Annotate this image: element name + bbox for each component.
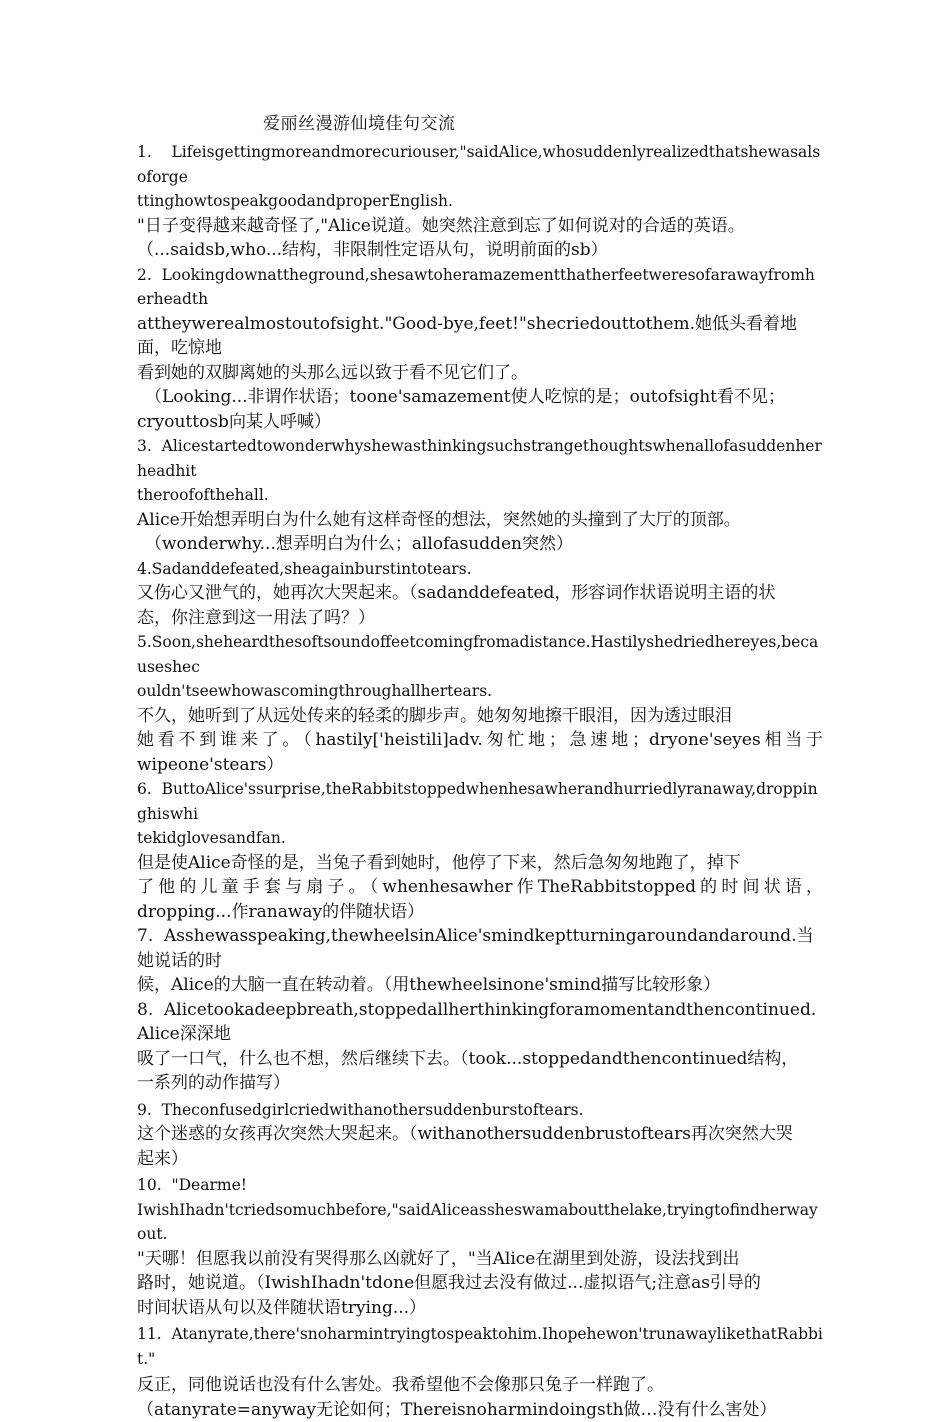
text-line: 这个迷惑的女孩再次突然大哭起来。（withanothersuddenbrustoftears再次突然大哭 xyxy=(137,1122,823,1147)
text-line: 路时，她说道。（IwishIhadn'tdone但愿我过去没有做过...虚拟语气;注意as引导的 xyxy=(137,1271,823,1296)
text-line: ttinghowtospeakgoodandproperEnglish. xyxy=(137,189,823,214)
text-line: 5.Soon,sheheardthesoftsoundoffeetcomingfromadistance.Hastilyshedriedhereyes,becauseshec xyxy=(137,630,823,679)
text-line: 不久，她听到了从远处传来的轻柔的脚步声。她匆匆地擦干眼泪，因为透过眼泪 xyxy=(137,704,823,729)
text-line: 看到她的双脚离她的头那么远以致于看不见它们了。 xyxy=(137,361,823,386)
text-line: 她看不到谁来了。（hastily['heistili]adv.匆忙地；急速地；dryone'seyes相当于 xyxy=(137,728,823,753)
text-line: wipeone'stears） xyxy=(137,753,823,778)
text-line: cryouttosb向某人呼喊） xyxy=(137,410,823,435)
document-title: 爱丽丝漫游仙境佳句交流 xyxy=(263,112,823,136)
text-line: 2. Lookingdownattheground,shesawtoheramazementthatherfeetweresofarawayfromherheadth xyxy=(137,263,823,312)
text-line: 11. Atanyrate,there'snoharmintryingtospeaktohim.Ihopehewon'trunawaylikethatRabbit." xyxy=(137,1322,823,1371)
text-line: （wonderwhy...想弄明白为什么；allofasudden突然） xyxy=(137,532,823,557)
text-line: 时间状语从句以及伴随状语trying...） xyxy=(137,1296,823,1321)
text-line: theroofofthehall. xyxy=(137,483,823,508)
text-line: 7. Asshewasspeaking,thewheelsinAlice'smindkeptturningaroundandaround.当她说话的时 xyxy=(137,924,823,973)
document-page xyxy=(137,112,823,1422)
text-line: 吸了一口气，什么也不想，然后继续下去。（took...stoppedandthencontinued结构， xyxy=(137,1047,823,1072)
text-line: （...saidsb,who...结构，非限制性定语从句，说明前面的sb） xyxy=(137,238,823,263)
text-line: 4.Sadanddefeated,sheagainburstintotears. xyxy=(137,557,823,582)
text-line: 但是使Alice奇怪的是，当兔子看到她时，他停了下来，然后急匆匆地跑了，掉下 xyxy=(137,851,823,876)
text-line: Alice开始想弄明白为什么她有这样奇怪的想法，突然她的头撞到了大厅的顶部。 xyxy=(137,508,823,533)
text-line: 候，Alice的大脑一直在转动着。（用thewheelsinone'smind描写比较形象） xyxy=(137,973,823,998)
text-line: "日子变得越来越奇怪了,"Alice说道。她突然注意到忘了如何说对的合适的英语。 xyxy=(137,214,823,239)
text-line: 一系列的动作描写） xyxy=(137,1071,823,1096)
text-line: 6. ButtoAlice'ssurprise,theRabbitstoppedwhenhesawherandhurriedlyranaway,droppinghiswhi xyxy=(137,777,823,826)
text-line: 3. Alicestartedtowonderwhyshewasthinkingsuchstrangethoughtswhenallofasuddenherheadhit xyxy=(137,434,823,483)
text-line: （atanyrate=anyway无论如何；Thereisnoharmindoingsth做…没有什么害处） xyxy=(137,1398,823,1422)
text-line: （Looking...非谓作状语；toone'samazement使人吃惊的是；outofsight看不见； xyxy=(137,385,823,410)
text-line: IwishIhadn'tcriedsomuchbefore,"saidAliceassheswamaboutthelake,tryingtofindherwayout. xyxy=(137,1198,823,1247)
text-line: 又伤心又泄气的，她再次大哭起来。（sadanddefeated，形容词作状语说明主语的状 xyxy=(137,581,823,606)
text-line: 9. Theconfusedgirlcriedwithanothersuddenburstoftears. xyxy=(137,1098,823,1123)
text-line: 10. "Dearme! xyxy=(137,1173,823,1198)
text-line: ouldn'tseewhowascomingthroughallhertears. xyxy=(137,679,823,704)
text-line: tekidglovesandfan. xyxy=(137,826,823,851)
text-line: 态，你注意到这一用法了吗？） xyxy=(137,606,823,631)
text-line: dropping...作ranaway的伴随状语） xyxy=(137,900,823,925)
text-line: attheywerealmostoutofsight."Good-bye,feet!"shecriedouttothem.她低头看着地面，吃惊地 xyxy=(137,312,823,361)
text-line: "天哪！但愿我以前没有哭得那么凶就好了，"当Alice在湖里到处游，设法找到出 xyxy=(137,1247,823,1272)
text-line: 反正，同他说话也没有什么害处。我希望他不会像那只兔子一样跑了。 xyxy=(137,1373,823,1398)
text-line: 起来） xyxy=(137,1147,823,1172)
text-line: 8. Alicetookadeepbreath,stoppedallherthinkingforamomentandthencontinued.Alice深深地 xyxy=(137,998,823,1047)
text-line: 了他的儿童手套与扇子。（whenhesawher作TheRabbitstopped的时间状语， xyxy=(137,875,823,900)
text-line: 1. Lifeisgettingmoreandmorecuriouser,"saidAlice,whosuddenlyrealizedthatshewasalsoforge xyxy=(137,140,823,189)
